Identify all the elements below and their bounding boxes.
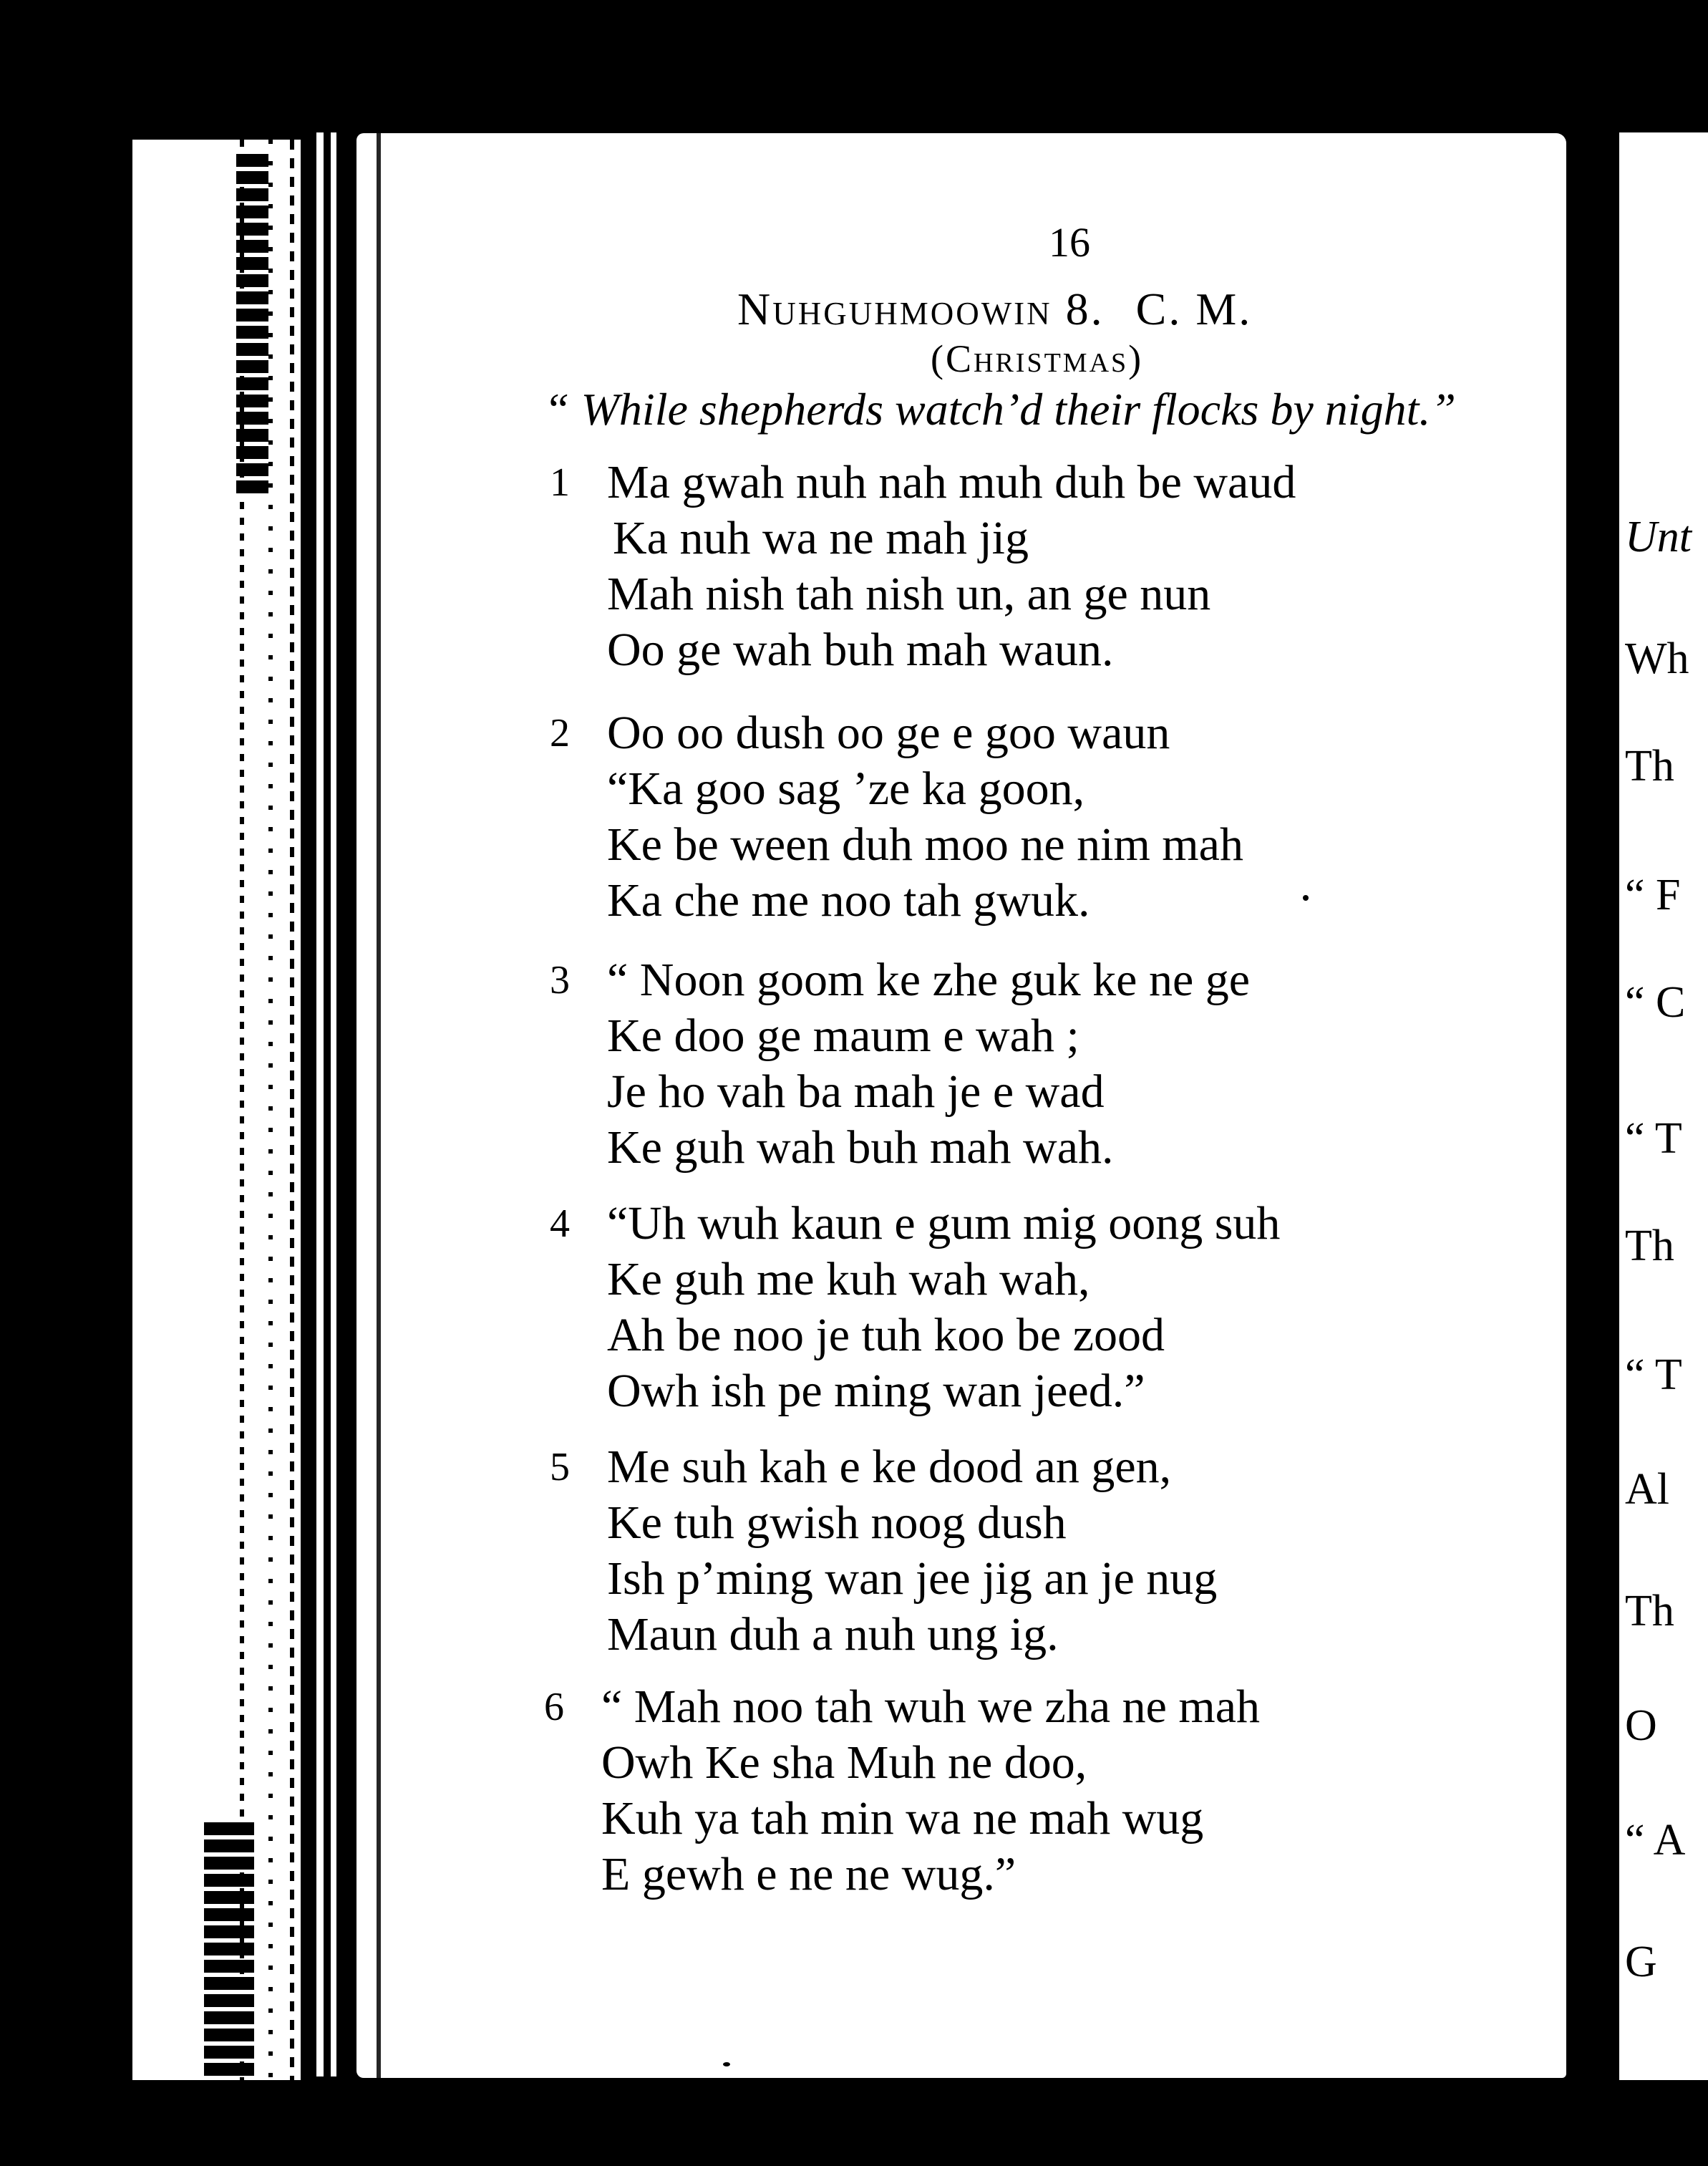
facing-page-fragment: Th [1625,1222,1674,1270]
verse-line: Oo oo dush oo ge e goo waun [607,707,1170,759]
book-spine-shadow [301,129,316,2084]
facing-page-fragment: Wh [1625,634,1689,683]
facing-page-fragment: Unt [1625,513,1692,561]
book-spine-gap [316,132,324,2076]
verse [544,1679,1261,1902]
verse [550,1196,1281,1419]
facing-page-fragment: “ C [1625,978,1686,1027]
verse-line: Ka che me noo tah gwuk. [607,874,1090,927]
facing-page-fragment: O [1625,1701,1657,1750]
verse-line: “ Noon goom ke zhe guk ke ne ge [607,954,1251,1006]
verse-number: 1 [550,460,570,505]
verse-line: Ma gwah nuh nah muh duh be waud [607,456,1296,508]
book-spine-shadow [324,129,331,2084]
verse-line: Me suh kah e ke dood an gen, [607,1441,1172,1493]
verse-line: Kuh ya tah min wa ne mah wug [601,1792,1204,1845]
verse-line: Mah nish tah nish un, an ge nun [607,568,1211,620]
page-edge-texture [240,140,244,2080]
verse-line: Ke doo ge maum e wah ; [607,1010,1079,1062]
facing-page-fragment: Al [1625,1465,1669,1514]
verse-line: Ke guh me kuh wah wah, [607,1253,1090,1305]
verse-line: Maun duh a nuh ung ig. [607,1608,1059,1660]
verse-line: Ish p’ming wan jee jig an je nug [607,1552,1218,1605]
verse-line: Oo ge wah buh mah waun. [607,624,1114,676]
page-gutter-line [377,133,381,2078]
page-number: 16 [1049,219,1090,266]
verse-line: “Uh wuh kaun e gum mig oong suh [607,1197,1281,1249]
page-edge-texture [290,140,294,2080]
verse-line: Ke be ween duh moo ne nim mah [607,818,1243,871]
verse-line: Ah be noo je tuh koo be zood [607,1309,1165,1361]
verse-number: 6 [544,1685,564,1729]
left-page-edge [132,140,311,2080]
verse-line: Owh Ke sha Muh ne doo, [601,1736,1087,1789]
book-gutter-right [1572,143,1605,2076]
hymn-tune-line: “ While shepherds watch’d their flocks by night.” [544,384,1456,435]
facing-page-fragment: Th [1625,1587,1674,1635]
facing-page-fragment: G [1625,1938,1657,1986]
scan-speck [166,301,172,306]
scan-speck [1303,895,1309,901]
verse [550,952,1251,1176]
verse-line: E gewh e ne ne wug.” [601,1848,1016,1900]
verse-number: 3 [550,958,570,1002]
facing-page-fragment: “ T [1625,1350,1682,1399]
verse-line: Ke guh wah buh mah wah. [607,1121,1114,1174]
verse-line: Ke tuh gwish noog dush [607,1497,1067,1549]
verse-line: “ Mah noo tah wuh we zha ne mah [601,1681,1261,1733]
verse [550,705,1243,929]
facing-page-fragment: “ A [1625,1816,1686,1865]
verse-line: “Ka goo sag ’ze ka goon, [607,763,1085,815]
scan-speck [197,899,201,903]
verse-number: 4 [550,1202,570,1246]
facing-page-fragment: “ T [1625,1114,1682,1163]
book-spine-shadow [336,129,346,2084]
verse-number: 5 [550,1445,570,1489]
hymn-meter: C. M. [1135,284,1253,334]
verse-line: Ka nuh wa ne mah jig [613,512,1029,564]
verse-line: Owh ish pe ming wan jeed.” [607,1365,1145,1417]
book-spine-gap [331,132,336,2076]
verse-number: 2 [550,711,570,755]
hymn-title-text: Nuhguhmoowin 8. [737,284,1105,334]
hymn-subtitle: (Christmas) [931,337,1144,380]
verse [550,1439,1218,1663]
scan-speck [412,1514,419,1519]
verse-line: Je ho vah ba mah je e wad [607,1065,1105,1118]
page-edge-texture [268,140,273,2080]
scan-speck [723,2062,730,2066]
facing-page-fragment: Th [1625,742,1674,791]
facing-page-edge [1619,132,1708,2080]
facing-page-fragment: “ F [1625,871,1681,919]
verse [550,455,1296,678]
hymn-title [737,283,1252,336]
page-edge-stain-lower [204,1822,254,2080]
